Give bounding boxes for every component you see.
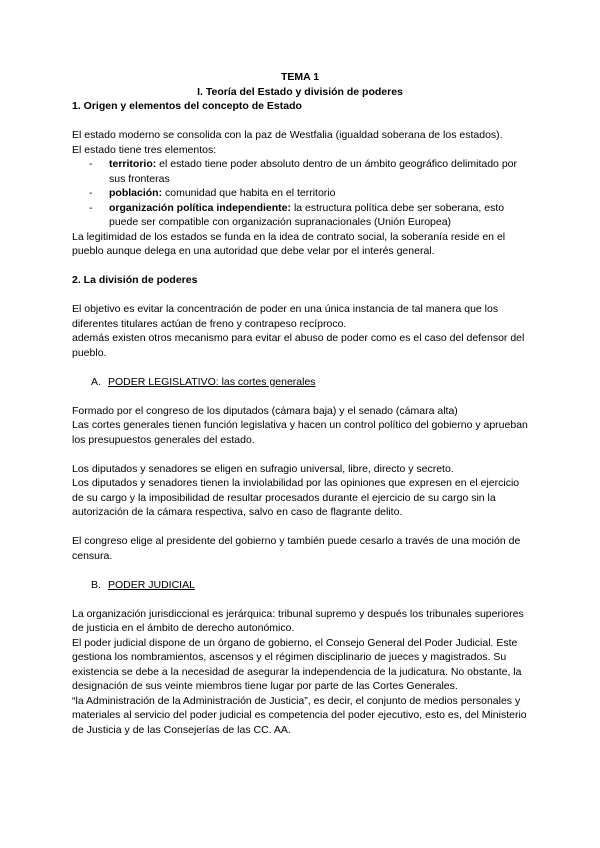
subsection-label: B. (91, 578, 101, 591)
paragraph: Los diputados y senadores tienen la inviolabilidad por las opiniones que expresen en el ejercicio de su cargo y la imposibilidad de resultar procesados durante el ejercicio de su cargo sin la autorización de la cámara respectiva, salvo en caso de flagrante delito. (72, 477, 520, 518)
item-term: población: (109, 187, 163, 199)
subsection-title: PODER JUDICIAL (108, 578, 195, 591)
paragraph: además existen otros mecanismo para evitar el abuso de poder como es el caso del defensor del pueblo. (72, 332, 525, 359)
item-text: el estado tiene poder absoluto dentro de un ámbito geográfico delimitado por sus fronteras (109, 158, 517, 185)
list-item: - territorio: el estado tiene poder absoluto dentro de un ámbito geográfico delimitado por sus fronteras (89, 158, 517, 185)
paragraph: El estado moderno se consolida con la paz de Westfalia (igualdad soberana de los estados). (72, 129, 503, 141)
item-term: territorio: (109, 158, 157, 170)
list-item: - población: comunidad que habita en el territorio (89, 187, 336, 199)
paragraph: El estado tiene tres elementos: (72, 143, 217, 156)
paragraph: Formado por el congreso de los diputados (cámara baja) y el senado (cámara alta) (72, 404, 458, 417)
document-page (72, 70, 528, 737)
item-text: la estructura política debe ser soberana, esto puede ser compatible con organización supranacionales (Unión Europea) (109, 201, 505, 228)
paragraph: El congreso elige al presidente del gobierno y también puede cesarlo a través de una moción de censura. (72, 535, 521, 562)
paragraph: El objetivo es evitar la concentración de poder en una única instancia de tal manera que los diferentes titulares actúan de freno y contrapeso recíproco. (72, 303, 499, 330)
subsection-b-heading (72, 578, 528, 593)
item-text: comunidad que habita en el territorio (162, 187, 336, 199)
paragraph: La organización jurisdiccional es jerárquica: tribunal supremo y después los tribunales superiores de justicia en el ámbito de derecho autonómico. (72, 607, 524, 634)
section2-heading: 2. La división de poderes (72, 274, 198, 286)
paragraph: Los diputados y senadores se eligen en sufragio universal, libre, directo y secreto. (72, 462, 454, 475)
subsection-a-heading (72, 375, 528, 390)
section1-heading: 1. Origen y elementos del concepto de Estado (72, 100, 302, 112)
subsection-label: A. (91, 375, 101, 388)
document-title: I. Teoría del Estado y división de poderes (197, 85, 403, 98)
list-item: - organización política independiente: la estructura política debe ser soberana, esto puede ser compatible con organización supranacionales (Unión Europea) (89, 201, 505, 228)
tema-label: TEMA 1 (280, 71, 320, 83)
paragraph: El poder judicial dispone de un órgano de gobierno, el Consejo General del Poder Judicial. Este gestiona los nombramientos, ascensos y el régimen disciplinario de jueces y magistrados. Su existencia se debe a la necesidad de asegurar la independencia de la judicatura. No obstante, la designación de sus veinte miembros tiene lugar por parte de las Cortes Generales. (72, 636, 522, 692)
paragraph: La legitimidad de los estados se funda en la idea de contrato social, la soberanía reside en el pueblo aunque delega en una autoridad que debe velar por el interés general. (72, 230, 506, 257)
elements-list (72, 157, 528, 230)
paragraph: “la Administración de la Administración de Justicia”, es decir, el conjunto de medios personales y materiales al servicio del poder judicial es competencia del poder ejecutivo, esto es, del Ministerio de Justicia y de las Consejerías de las CC. AA. (72, 694, 527, 736)
subsection-title: PODER LEGISLATIVO: las cortes generales (108, 375, 316, 388)
item-term: organización política independiente: (109, 201, 292, 214)
paragraph: Las cortes generales tienen función legislativa y hacen un control político del gobierno y aprueban los presupuestos generales del estado. (72, 419, 528, 446)
